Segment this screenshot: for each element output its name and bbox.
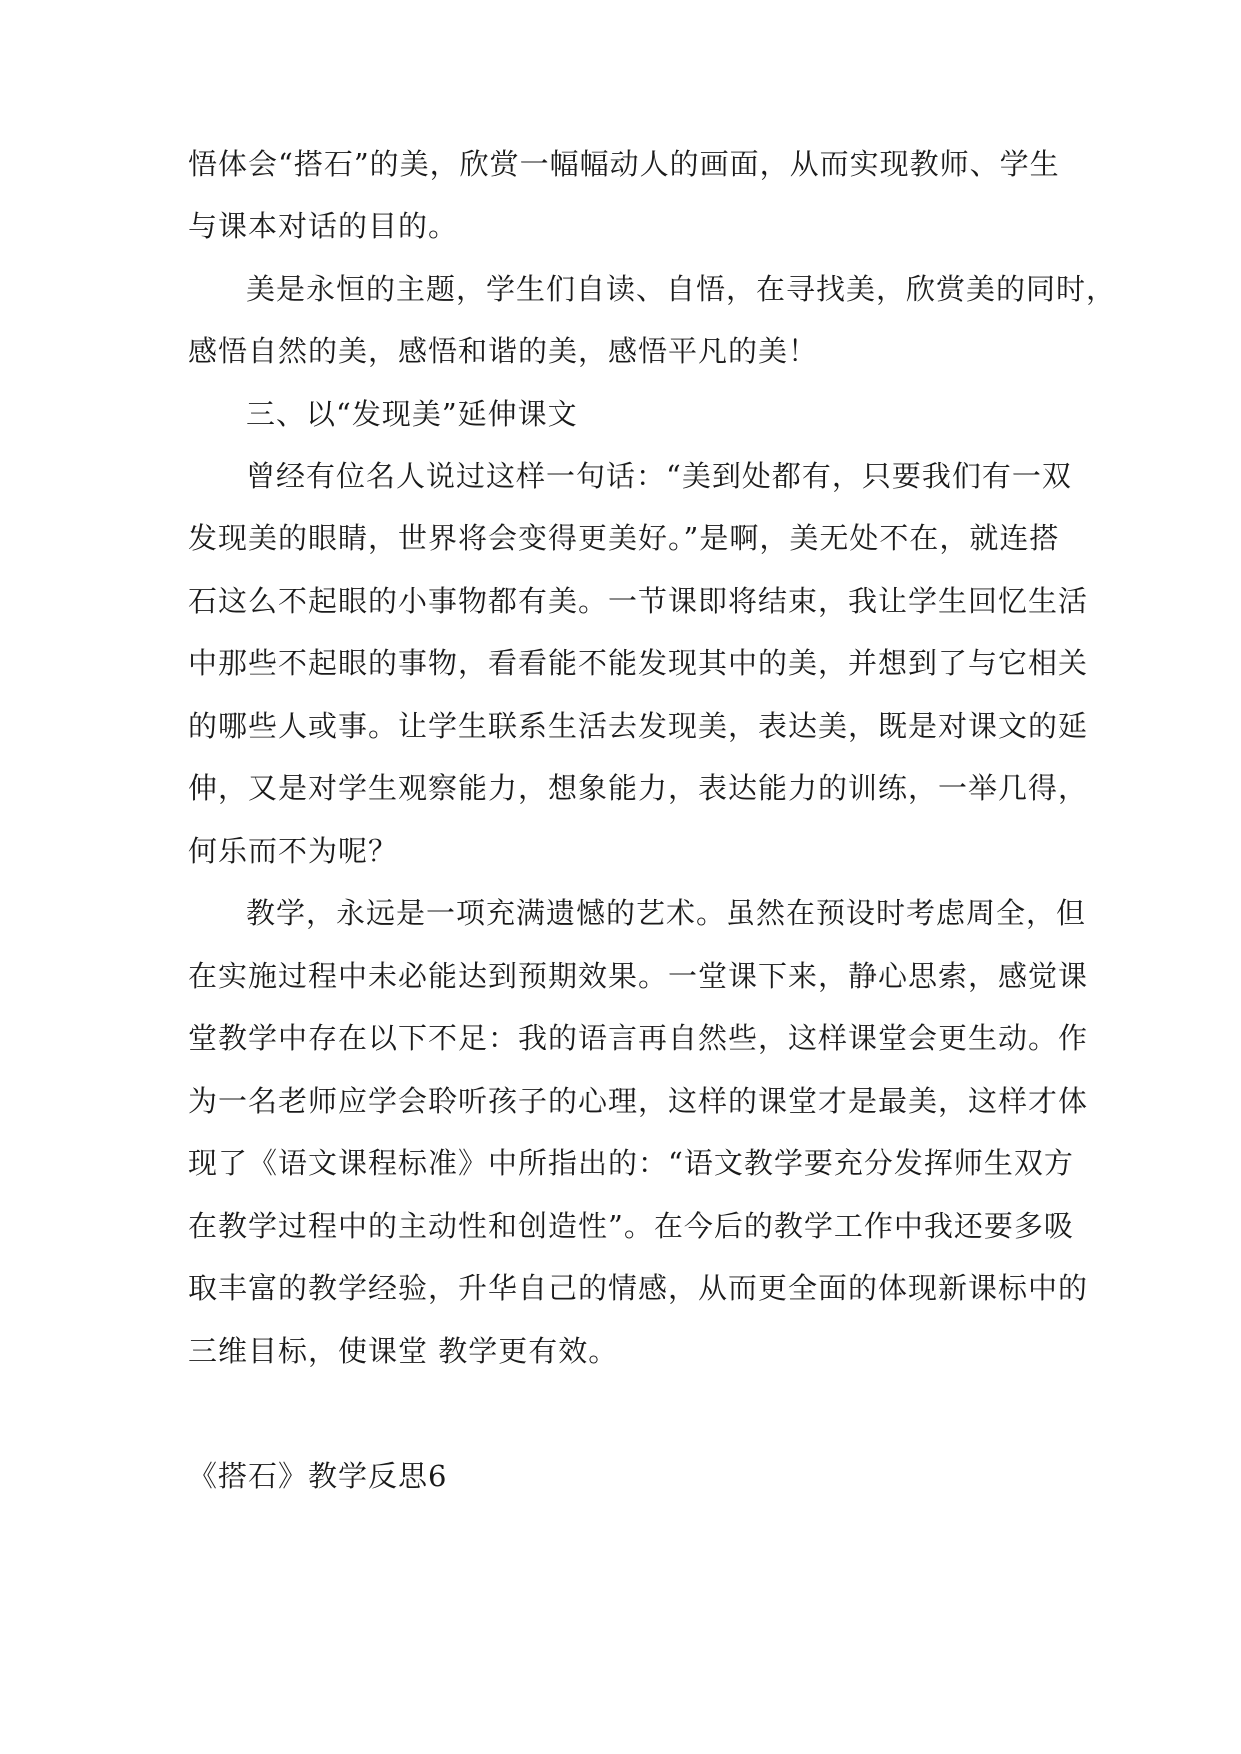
section-heading: 三、以“发现美”延伸课文: [246, 397, 578, 431]
paragraph-5-line-3: 堂教学中存在以下不足：我的语言再自然些，这样课堂会更生动。作: [188, 1021, 1089, 1055]
next-section-title: 《搭石》教学反思6: [188, 1459, 448, 1493]
paragraph-4-line-4: 中那些不起眼的事物，看看能不能发现其中的美，并想到了与它相关: [188, 646, 1089, 680]
paragraph-4-line-3: 石这么不起眼的小事物都有美。一节课即将结束，我让学生回忆生活: [188, 584, 1089, 618]
paragraph-2-line-1: 美是永恒的主题，学生们自读、自悟，在寻找美，欣赏美的同时，: [246, 272, 1117, 306]
paragraph-5-line-8: 三维目标，使课堂 教学更有效。: [188, 1334, 619, 1368]
paragraph-1-line-1: 悟体会“搭石”的美，欣赏一幅幅动人的画面，从而实现教师、学生: [188, 147, 1060, 181]
paragraph-4-line-5: 的哪些人或事。让学生联系生活去发现美，表达美，既是对课文的延: [188, 709, 1089, 743]
paragraph-5-line-7: 取丰富的教学经验，升华自己的情感，从而更全面的体现新课标中的: [188, 1271, 1089, 1305]
paragraph-5-line-5: 现了《语文课程标准》中所指出的：“语文教学要充分发挥师生双方: [188, 1146, 1074, 1180]
paragraph-4-line-7: 何乐而不为呢？: [188, 834, 399, 868]
paragraph-5-line-4: 为一名老师应学会聆听孩子的心理，这样的课堂才是最美，这样才体: [188, 1084, 1089, 1118]
paragraph-4-line-2: 发现美的眼睛，世界将会变得更美好。”是啊，美无处不在，就连搭: [188, 521, 1060, 555]
paragraph-2-line-2: 感悟自然的美，感悟和谐的美，感悟平凡的美！: [188, 334, 819, 368]
paragraph-1-line-2: 与课本对话的目的。: [188, 209, 459, 243]
paragraph-5-line-6: 在教学过程中的主动性和创造性”。在今后的教学工作中我还要多吸: [188, 1209, 1074, 1243]
paragraph-5-line-2: 在实施过程中未必能达到预期效果。一堂课下来，静心思索，感觉课: [188, 959, 1089, 993]
paragraph-5-line-1: 教学，永远是一项充满遗憾的艺术。虽然在预设时考虑周全，但: [246, 896, 1087, 930]
paragraph-4-line-1: 曾经有位名人说过这样一句话：“美到处都有，只要我们有一双: [246, 459, 1072, 493]
paragraph-4-line-6: 伸，又是对学生观察能力，想象能力，表达能力的训练，一举几得，: [188, 771, 1089, 805]
